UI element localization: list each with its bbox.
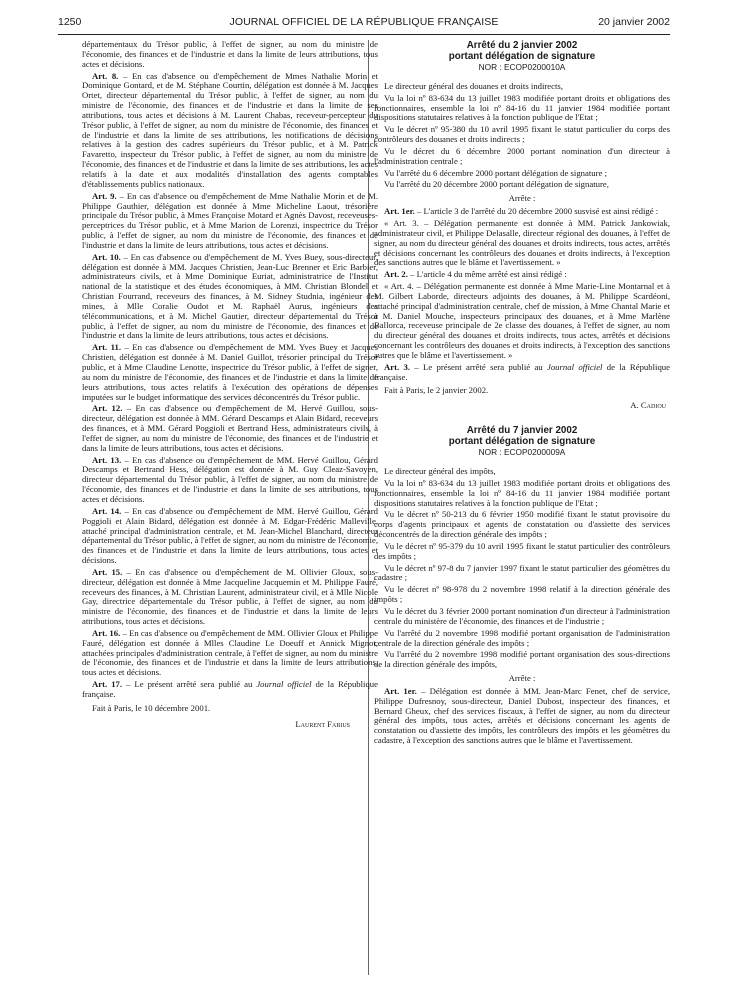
article-9 bbox=[82, 192, 378, 251]
article-text: – En cas d'absence ou d'empêchement de MM. Hervé Guillou, Gérard Poggioli et Alain Bidard, délégation est donnée à M. Edgar-Frédéric Malleville, attaché principal d'administration centrale, et M. Jean-Michel Blanchard, directeur départemental du Trésor public, à l'effet de signer, au nom du ministre de l'économie, des finances et de l'industrie et dans la limite de leurs attributions, tous actes et décisions. bbox=[82, 505, 378, 566]
article-text: – En cas d'absence ou d'empêchement de MM. Ollivier Gloux et Philippe Fauré, délégation est donnée à Mlles Claudine Le Doeuff et Annick Mignot, attachées principales d'administration centrale, à l'effet de signer, au nom du ministre de l'économie, des finances et de l'industrie et dans la limite de leurs attributions, tous actes et décisions. bbox=[82, 627, 378, 678]
paragraph: Vu le décret nº 95-379 du 10 avril 1995 fixant le statut particulier des contrôleurs des impôts ; bbox=[374, 540, 670, 561]
article-8 bbox=[82, 72, 378, 190]
article-text: – En cas d'absence ou d'empêchement de MM. Yves Buey et Jacques Christien, délégation est donnée à M. Daniel Guillot, trésorier principal du Trésor public, et à Mme Claudine Lenotte, inspectrice du Trésor public, à l'effet de signer, au nom du ministre de l'économie, des finances et de l'industrie et dans la limite de leurs attributions, tous actes relatifs à l'exécution des opérations de dépenses imputées sur le budget informatique des services déconcentrés du Trésor public. bbox=[82, 342, 378, 402]
article-label: Art. 3. bbox=[384, 361, 411, 372]
signature: A. Cadiou bbox=[630, 400, 666, 411]
article-text: – L'article 3 de l'arrêté du 20 décembre 2000 susvisé est ainsi rédigé : bbox=[414, 206, 659, 217]
article-3 bbox=[374, 363, 670, 383]
left-column bbox=[82, 40, 378, 980]
arrete-title: Arrêté du 7 janvier 2002 bbox=[466, 425, 578, 437]
article-15 bbox=[82, 568, 378, 627]
journal-title: JOURNAL OFFICIEL DE LA RÉPUBLIQUE FRANÇAISE bbox=[229, 16, 499, 28]
article-label: Art. 16. bbox=[92, 627, 121, 638]
article-text: – Délégation est donnée à MM. Jean-Marc Fenet, chef de service, Philippe Dufresnoy, sous-directeur, Daniel Dubost, inspecteur des finances, et Bernard Gheux, chef des services fiscaux, à l'effet de signer, au nom du directeur général des impôts, tous actes, arrêtés et décisions concernant les agents de constatation ou d'assiette des impôts, les contrôleurs des impôts et les géomètres du cadastre, à l'exception des sanctions autres que le blâme et l'avertissement. bbox=[374, 685, 670, 746]
header-rule bbox=[58, 34, 670, 35]
article-1 bbox=[374, 207, 670, 217]
journal-name: Journal officiel bbox=[256, 679, 312, 690]
fait-a-paris: Fait à Paris, le 10 décembre 2001. bbox=[92, 702, 211, 713]
article-label: Art. 14. bbox=[92, 505, 122, 516]
fait-a-paris: Fait à Paris, le 2 janvier 2002. bbox=[384, 385, 489, 396]
paragraph: Vu le décret du 6 décembre 2000 portant nomination d'un directeur à l'administration centrale ; bbox=[374, 145, 670, 166]
right-column bbox=[374, 40, 670, 980]
paragraph: Le directeur général des douanes et droits indirects, bbox=[384, 80, 563, 91]
article-label: Art. 1er. bbox=[384, 685, 417, 696]
paragraph: Vu le décret nº 95-380 du 10 avril 1995 fixant le statut particulier du corps des contrôleurs des douanes et droits indirects ; bbox=[374, 124, 670, 145]
article-label: Art. 1er. bbox=[384, 206, 415, 217]
article-label: Art. 11. bbox=[92, 342, 122, 353]
article-text: – En cas d'absence ou d'empêchement de MM. Hervé Guillou, Gérard Descamps et Bertrand Hess, délégation est donnée à M. Guy Cleaz-Savoyen, directeur départemental du Trésor public, à l'effet de signer, au nom du ministre de l'économie, des finances et de l'industrie et dans la limite de ses attributions, tous actes et décisions. bbox=[82, 454, 378, 504]
article-label: Art. 2. bbox=[384, 269, 408, 280]
arrete-subtitle: portant délégation de signature bbox=[448, 51, 596, 62]
nor-reference: NOR : ECOP0200010A bbox=[478, 62, 566, 72]
article-text-end: de la République française. bbox=[374, 361, 670, 382]
article-text: – En cas d'absence ou d'empêchement de M. Hervé Guillou, sous-directeur, délégation est donnée à MM. Gérard Descamps et Alain Bidard, receveurs des finances, et à MM. Gérard Poggioli et Bertrand Hess, administrateurs civils, à l'effet de signer, au nom du ministre de l'économie, des finances et de l'industrie et dans la limite de leurs attributions, tous actes et décisions. bbox=[82, 403, 378, 453]
article-16 bbox=[82, 629, 378, 678]
paragraph: Le directeur général des impôts, bbox=[384, 466, 496, 476]
article-text: – Le présent arrêté sera publié au bbox=[122, 679, 257, 690]
article-text: – En cas d'absence ou d'empêchement de Mmes Nathalie Morin et Dominique Gontard, et de M. Stéphane Courtin, délégation est donnée à M. Jacques Ortet, directeur départemental du Trésor public, à l'effet de signer, au nom du ministre de l'économie, des finances et de l'industrie et dans la limite de ses attributions, tous actes et décisions à M. Laurent Chabas, receveur-percepteur du Trésor public, à l'effet de signer, au nom du ministre de l'économie, des finances et de l'industrie et dans la limite de ses attributions, les notifications de décisions relatives à la gestion des cadres supérieurs du Trésor public, et à M. Patrick Favaretto, inspecteur du Trésor public, à l'effet de signer, au nom du ministre de l'économie, des finances et de l'industrie et dans la limite de ses attributions, les actes relatifs à la date et aux modalités d'installation des agents comptables d'établissements publics nationaux. bbox=[82, 70, 378, 189]
article-13 bbox=[82, 456, 378, 505]
article-text-end: de la République française. bbox=[82, 679, 378, 699]
nor-reference: NOR : ECOP0200009A bbox=[478, 447, 566, 458]
article-label: Art. 13. bbox=[92, 454, 122, 465]
paragraph: Vu le décret nº 98-978 du 2 novembre 1998 relatif à la direction générale des impôts ; bbox=[374, 584, 670, 605]
article-label: Art. 9. bbox=[92, 190, 117, 201]
article-text: – Le présent arrêté sera publié au bbox=[410, 361, 547, 372]
article-text: – L'article 4 du même arrêté est ainsi rédigé : bbox=[407, 269, 567, 280]
article-text: – En cas d'absence ou d'empêchement de Mme Nathalie Morin et de M. Philippe Gauthier, délégation est donnée à Mme Micheline Laout, trésorière principale du Trésor public, à Mmes Françoise Motard et Agnès Davost, receveuses-perceptrices du Trésor public, et à Mme Marion de Lorenzi, inspectrice du Trésor public, à l'effet de signer, au nom du ministre de l'économie, des finances et de l'industrie et dans la limite de leurs attributions, tous actes et décisions. bbox=[82, 190, 378, 250]
article-label: Art. 10. bbox=[92, 251, 121, 262]
article-label: Art. 8. bbox=[92, 70, 119, 81]
paragraph: Vu le décret nº 97-8 du 7 janvier 1997 fixant le statut particulier des géomètres du cadastre ; bbox=[374, 562, 670, 583]
journal-name: Journal officiel bbox=[546, 361, 603, 372]
article-label: Art. 12. bbox=[92, 403, 123, 414]
paragraph: Vu l'arrêté du 20 décembre 2000 portant délégation de signature, bbox=[384, 179, 609, 190]
page-header bbox=[58, 16, 670, 30]
article-14 bbox=[82, 507, 378, 566]
paragraph: Vu le décret nº 50-213 du 6 février 1950 modifié fixant le statut provisoire du corps d'agents principaux et agents de constatation ou d'assiette des services déconcentrés de la direction générale des impôts ; bbox=[374, 509, 670, 540]
paragraph: Vu la loi nº 83-634 du 13 juillet 1983 modifiée portant droits et obligations des fonctionnaires, ensemble la loi nº 84-16 du 11 janvier 1984 modifiée portant dispositions statutaires relatives à la fonction publique de l'Etat ; bbox=[374, 477, 670, 508]
arrete-label: Arrête : bbox=[508, 193, 536, 204]
issue-date: 20 janvier 2002 bbox=[598, 16, 670, 28]
section-gap bbox=[374, 413, 670, 425]
arrete-title: Arrêté du 2 janvier 2002 bbox=[466, 40, 578, 51]
paragraph: Vu la loi nº 83-634 du 13 juillet 1983 modifiée portant droits et obligations des fonctionnaires, ensemble la loi nº 84-16 du 11 janvier 1984 modifiée portant dispositions statutaires relatives à la fonction publique de l'Etat ; bbox=[374, 92, 670, 123]
article-2 bbox=[374, 270, 670, 280]
paragraph: Vu l'arrêté du 2 novembre 1998 modifié portant organisation des sous-directions de la direction générale des impôts, bbox=[374, 649, 670, 670]
article-1 bbox=[374, 687, 670, 746]
article-label: Art. 15. bbox=[92, 566, 123, 577]
paragraph: Vu l'arrêté du 6 décembre 2000 portant délégation de signature ; bbox=[384, 167, 607, 178]
paragraph-continuation: départementaux du Trésor public, à l'effet de signer, au nom du ministre de l'économie, des finances et de l'industrie et dans la limite de leurs attributions, tous actes et décisions. bbox=[82, 40, 378, 69]
arrete-label: Arrête : bbox=[508, 673, 536, 684]
arrete-subtitle: portant délégation de signature bbox=[448, 436, 596, 448]
article-11 bbox=[82, 343, 378, 402]
page-number: 1250 bbox=[58, 16, 82, 28]
signature: Laurent Fabius bbox=[295, 718, 350, 729]
article-label: Art. 17. bbox=[92, 679, 123, 690]
article-10 bbox=[82, 253, 378, 342]
article-12 bbox=[82, 404, 378, 453]
article-17 bbox=[82, 680, 378, 700]
paragraph: Vu le décret du 3 février 2000 portant nomination d'un directeur à l'administration centrale du ministère de l'économie, des finances et de l'industrie ; bbox=[374, 605, 670, 626]
article-text: – En cas d'absence ou d'empêchement de M. Yves Buey, sous-directeur, délégation est donnée à MM. Jacques Christien, Jean-Luc Brenner et Eric Barbier, administrateurs civils, et à Mme Dominique Euriat, administratrice de l'Institut national de la statistique et des études économiques, à MM. Christian Blondel et Christian Fourrand, receveurs des finances, à M. Sidney Studnia, ingénieur des mines, à Mlle Coralie Oudot et M. Raphaël Aurus, ingénieurs des télécommunications, et à M. Michel Gautier, directeur départemental du Trésor public, à l'effet de signer, au nom du ministre de l'économie, des finances et de l'industrie et dans la limite de leurs attributions, tous actes et décisions. bbox=[82, 251, 378, 341]
article-text: – En cas d'absence ou d'empêchement de M. Ollivier Gloux, sous-directeur, délégation est donnée à Mme Jacqueline Jacquemin et M. Philippe Fauré, receveurs des finances, à M. Christian Laurent, administrateur civil, et à Mlle Nicole Gay, directrice départementale du Trésor public, à l'effet de signer, au nom du ministre de l'économie, des finances et de l'industrie et dans la limite de leurs attributions, tous actes et décisions. bbox=[82, 566, 378, 627]
article-quote: « Art. 4. – Délégation permanente est donnée à Mme Marie-Line Montarnal et à M. Gilbert Laborde, directeurs adjoints des douanes, à M. Philippe Scardéoni, attaché principal d'administration centrale, chef de mission, à Mme Chantal Marie et à M. Daniel Mouche, inspecteurs principaux des douanes, et à Mme Marlène Ballorca, receveuse principale de 2e classe des douanes, à l'effet de signer, au nom du directeur général des douanes et droits indirects, tous actes, arrêtés et décisions concernant les contrôleurs des douanes et droits indirects, à l'exception des sanctions autres que le blâme et l'avertissement. » bbox=[374, 281, 670, 360]
paragraph: Vu l'arrêté du 2 novembre 1998 modifié portant organisation de l'administration centrale de la direction générale des impôts ; bbox=[374, 627, 670, 648]
article-quote: « Art. 3. – Délégation permanente est donnée à MM. Patrick Jankowiak, administrateur civil, et Philippe Delasalle, directeur régional des douanes, à l'effet de signer, au nom du directeur général des douanes et droits indirects, tous actes, arrêtés et décisions concernant les contrôleurs des douanes et droits indirects, à l'exception des sanctions autres que le blâme et l'avertissement. » bbox=[374, 217, 670, 268]
